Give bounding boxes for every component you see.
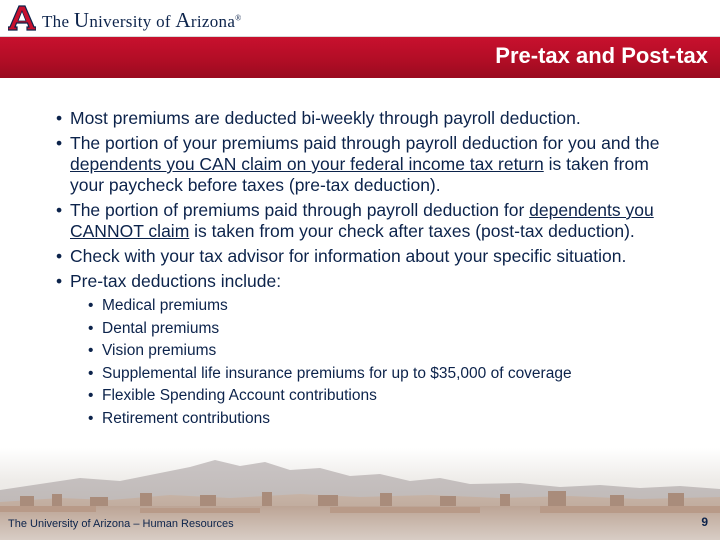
bullet-item: • The portion of your premiums paid through payroll deduction for you and the dependents you CAN claim on your federal income tax return is taken from your paycheck before taxes (pre-tax deduction).: [56, 133, 686, 196]
bullet-item: • Check with your tax advisor for information about your specific situation.: [56, 246, 686, 267]
sub-bullet-item: • Medical premiums: [88, 296, 686, 315]
sub-bullet-item: • Supplemental life insurance premiums for up to $35,000 of coverage: [88, 364, 686, 383]
bullet-item: • Most premiums are deducted bi-weekly through payroll deduction.: [56, 108, 686, 129]
title-bar: [0, 37, 720, 78]
sub-bullet-item: • Flexible Spending Account contributions: [88, 386, 686, 405]
sub-bullet-item: • Retirement contributions: [88, 409, 686, 428]
page-number: 9: [701, 515, 708, 529]
sub-bullet-item: • Vision premiums: [88, 341, 686, 360]
slide-title: Pre-tax and Post-tax: [495, 43, 708, 68]
dependents-can-claim-link[interactable]: dependents you CAN claim on your federal income tax return: [70, 154, 544, 174]
top-banner: [0, 0, 720, 37]
bullet-list: [56, 108, 686, 431]
footer-text: The University of Arizona – Human Resources: [8, 518, 234, 530]
bullet-item: • Pre-tax deductions include:: [56, 271, 686, 292]
university-a-logo-icon: [8, 5, 36, 31]
university-wordmark: The University of Arizona®: [42, 8, 242, 32]
bullet-item: • The portion of premiums paid through payroll deduction for dependents you CANNOT claim is taken from your check after taxes (post-tax deduction).: [56, 200, 686, 242]
dependents-cannot-claim-link[interactable]: dependents you CANNOT claim: [70, 200, 654, 241]
sub-bullet-item: • Dental premiums: [88, 319, 686, 338]
